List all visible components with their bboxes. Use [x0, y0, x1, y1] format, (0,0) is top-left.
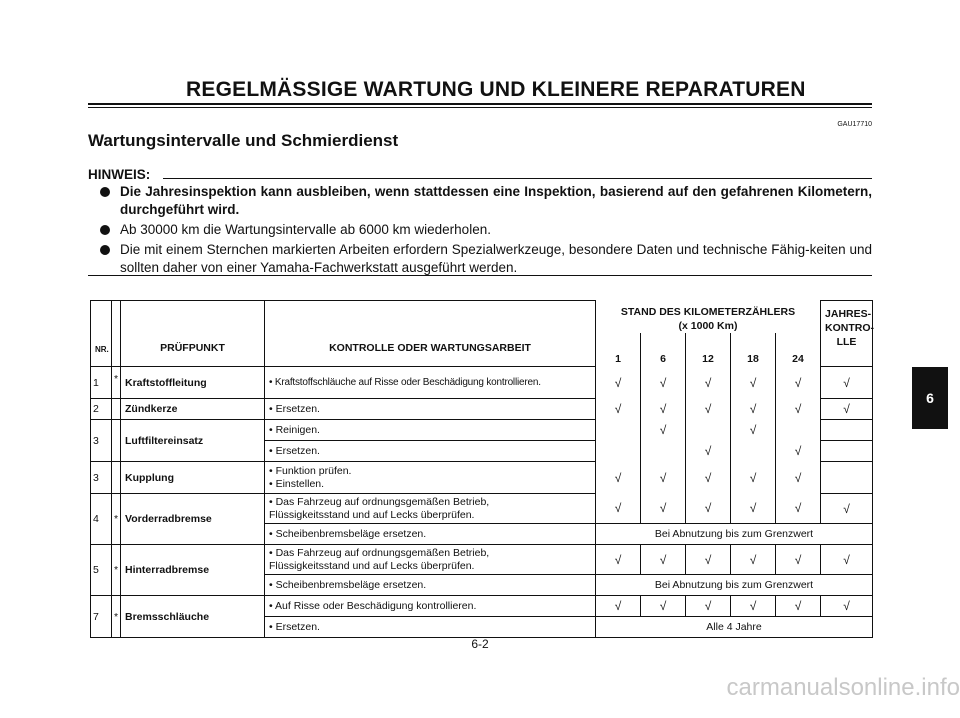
header-nr: NR. [91, 301, 112, 367]
header-star [112, 301, 121, 367]
tick-icon: √ [641, 367, 686, 399]
header-km-1: 1 [596, 333, 641, 367]
header-annual: JAHRES-KONTRO-LLE [821, 301, 873, 367]
tick-icon: √ [686, 441, 731, 462]
note-item: Ab 30000 km die Wartungsintervalle ab 6000 km wiederholen. [100, 221, 872, 239]
header-km-group: STAND DES KILOMETERZÄHLERS (x 1000 Km) [596, 301, 821, 333]
hinweis-notes [100, 183, 872, 279]
header-km-18: 18 [731, 333, 776, 367]
tick-icon: √ [731, 596, 776, 617]
tick-icon: √ [641, 596, 686, 617]
table-row: 4 * Vorderradbremse • Das Fahrzeug auf ordnungsgemäßen Betrieb, Flüssigkeitsstand und auf Lecks überprüfen. √ √ √ √ √ √ [91, 494, 873, 524]
header-km-6: 6 [641, 333, 686, 367]
tick-icon: √ [731, 367, 776, 399]
tick-icon: √ [821, 545, 873, 575]
tick-icon: √ [596, 494, 641, 524]
table-row: 7 * Bremsschläuche • Auf Risse oder Beschädigung kontrollieren. √ √ √ √ √ √ [91, 596, 873, 617]
title-rule [88, 103, 872, 105]
tick-icon: √ [776, 596, 821, 617]
tick-icon: √ [596, 596, 641, 617]
tick-icon: √ [686, 596, 731, 617]
tick-icon: √ [731, 545, 776, 575]
table-row: 5 * Hinterradbremse • Das Fahrzeug auf ordnungsgemäßen Betrieb, Flüssigkeitsstand und auf Lecks überprüfen. √ √ √ √ √ √ [91, 545, 873, 575]
watermark: carmanualsonline.info [726, 674, 960, 701]
title-rule-thin [88, 107, 872, 108]
tick-icon: √ [821, 399, 873, 420]
tick-icon: √ [821, 596, 873, 617]
tick-icon: √ [731, 420, 776, 441]
tick-icon: √ [596, 367, 641, 399]
header-km-12: 12 [686, 333, 731, 367]
tick-icon: √ [821, 367, 873, 399]
page-title: REGELMÄSSIGE WARTUNG UND KLEINERE REPARATUREN [186, 78, 806, 101]
tick-icon: √ [641, 420, 686, 441]
tick-icon: √ [776, 441, 821, 462]
header-km-24: 24 [776, 333, 821, 367]
header-task: KONTROLLE ODER WARTUNGSARBEIT [265, 301, 596, 367]
tick-icon: √ [776, 367, 821, 399]
tick-icon: √ [776, 545, 821, 575]
table-row: 2 Zündkerze • Ersetzen. √ √ √ √ √ √ [91, 399, 873, 420]
note-item: Die mit einem Sternchen markierten Arbeiten erfordern Spezialwerkzeuge, besondere Daten und technische Fähig-keiten und sollten daher von einer Yamaha-Fachwerkstatt ausgeführt werden. [100, 241, 872, 277]
tick-icon: √ [731, 494, 776, 524]
tick-icon: √ [731, 399, 776, 420]
tick-icon: √ [686, 367, 731, 399]
table-row: 3 Kupplung • Funktion prüfen. • Einstellen. √ √ √ √ √ [91, 462, 873, 494]
tick-icon: √ [686, 462, 731, 494]
table-row: • Ersetzen. √ √ [91, 441, 873, 462]
notes-rule [88, 275, 872, 276]
header-item: PRÜFPUNKT [121, 301, 265, 367]
hinweis-label: HINWEIS: [88, 167, 151, 182]
table-row: • Ersetzen. Alle 4 Jahre [91, 617, 873, 638]
tick-icon: √ [596, 462, 641, 494]
tick-icon: √ [776, 494, 821, 524]
note-item: Die Jahresinspektion kann ausbleiben, wenn stattdessen eine Inspektion, basierend auf den gefahrenen Kilometern, durchgeführt wird. [100, 183, 872, 219]
section-title: Wartungsintervalle und Schmierdienst [88, 131, 399, 150]
tick-icon: √ [641, 494, 686, 524]
tick-icon: √ [776, 399, 821, 420]
table-row: 1 * Kraftstoffleitung • Kraftstoffschläuche auf Risse oder Beschädigung kontrollieren. √ √ √ √ √ √ [91, 367, 873, 399]
tick-icon: √ [731, 462, 776, 494]
section-code: GAU17710 [837, 121, 872, 128]
hinweis-rule [163, 178, 872, 179]
tick-icon: √ [776, 462, 821, 494]
bullet-icon [100, 245, 110, 255]
tick-icon: √ [641, 399, 686, 420]
table-row: 3 Luftfiltereinsatz • Reinigen. √ √ [91, 420, 873, 441]
table-row: • Scheibenbremsbeläge ersetzen. Bei Abnutzung bis zum Grenzwert [91, 575, 873, 596]
maintenance-table [90, 300, 873, 638]
tick-icon: √ [686, 494, 731, 524]
tick-icon: √ [596, 399, 641, 420]
tick-icon: √ [641, 462, 686, 494]
tick-icon: √ [686, 545, 731, 575]
tick-icon: √ [686, 399, 731, 420]
tick-icon: √ [821, 494, 873, 524]
tick-icon: √ [596, 545, 641, 575]
bullet-icon [100, 225, 110, 235]
tick-icon: √ [641, 545, 686, 575]
bullet-icon [100, 187, 110, 197]
table-row: • Scheibenbremsbeläge ersetzen. Bei Abnutzung bis zum Grenzwert [91, 524, 873, 545]
chapter-tab: 6 [912, 367, 948, 429]
page-number: 6-2 [471, 637, 489, 651]
